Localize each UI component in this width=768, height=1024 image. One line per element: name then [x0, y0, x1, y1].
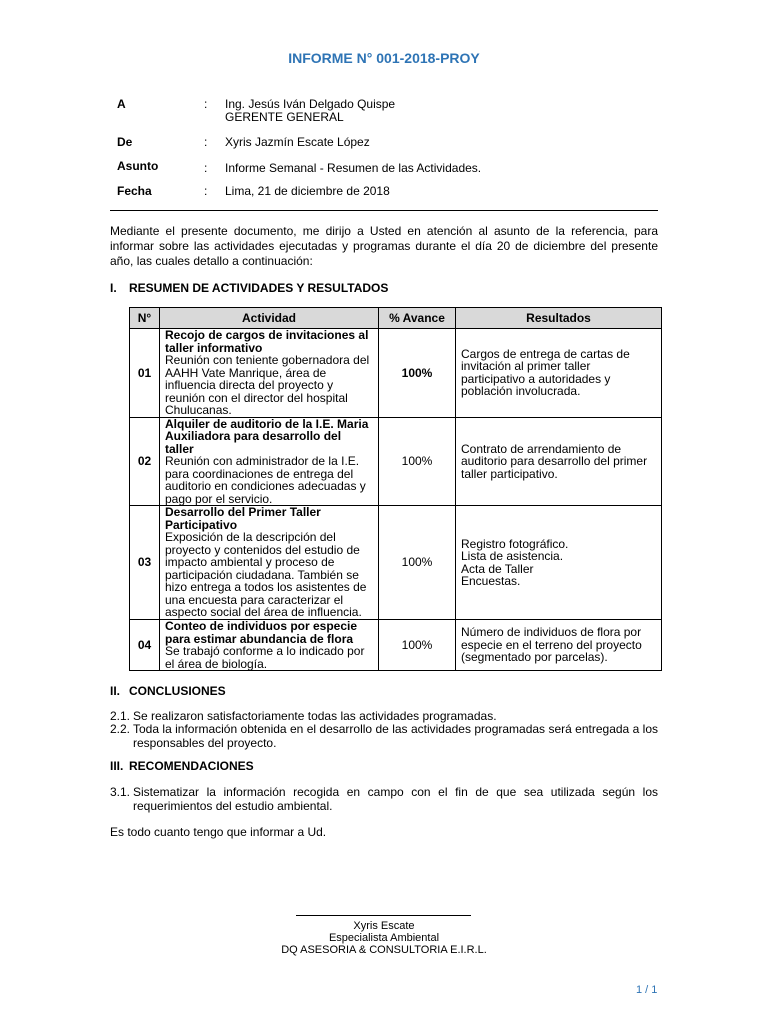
progress-value: 100% [379, 417, 456, 506]
section-number: I. [110, 281, 117, 295]
activity-cell [160, 506, 379, 620]
signer-name: Xyris Escate [353, 920, 415, 932]
from-value: Xyris Jazmín Escate López [225, 135, 370, 149]
section-title: CONCLUSIONES [129, 684, 226, 698]
subject-value: Informe Semanal - Resumen de las Actividades. [225, 161, 482, 175]
to-name: Ing. Jesús Iván Delgado Quispe [225, 97, 396, 111]
activity-title: Desarrollo del Primer Taller Participativo [165, 505, 321, 532]
header-divider [110, 210, 658, 211]
activity-description: Se trabajó conforme a lo indicado por el área de biología. [165, 644, 365, 671]
item-text: Se realizaron satisfactoriamente todas las actividades programadas. [133, 709, 497, 723]
to-colon: : [204, 97, 208, 111]
activity-title: Conteo de individuos por especie para estimar abundancia de flora [165, 619, 358, 646]
row-number: 03 [130, 506, 160, 620]
progress-value: 100% [379, 620, 456, 671]
activities-table [129, 307, 662, 671]
date-label: Fecha [117, 184, 152, 198]
section-heading-summary [110, 281, 388, 295]
item-text: Toda la información obtenida en el desarrollo de las actividades programadas será entregada a los responsables del proyecto. [133, 722, 658, 750]
row-number: 01 [130, 329, 160, 418]
document-title: INFORME N° 001-2018-PROY [288, 50, 480, 66]
to-title: GERENTE GENERAL [225, 110, 344, 124]
table-header-row [130, 308, 662, 329]
column-header-number: N° [130, 308, 160, 329]
section-number: III. [110, 759, 124, 773]
subject-label: Asunto [117, 159, 159, 173]
activity-title: Alquiler de auditorio de la I.E. Maria Auxiliadora para desarrollo del taller [165, 416, 369, 456]
from-colon: : [204, 135, 208, 149]
table-row [130, 620, 662, 671]
results-cell [456, 620, 662, 671]
signer-company: DQ ASESORIA & CONSULTORIA E.I.R.L. [281, 944, 487, 956]
result-item: Acta de Taller [461, 561, 534, 576]
result-item: Contrato de arrendamiento de auditorio para desarrollo del primer taller participativo. [461, 441, 648, 481]
item-number: 3.1. [110, 785, 131, 799]
to-label: A [117, 97, 126, 111]
result-item: Número de individuos de flora por especie en el terreno del proyecto (segmentado por parcelas). [461, 625, 642, 665]
progress-value: 100% [379, 329, 456, 418]
results-cell [456, 417, 662, 506]
section-heading-conclusions [110, 684, 226, 698]
column-header-progress: % Avance [379, 308, 456, 329]
recommendation-item [110, 785, 658, 813]
conclusion-item [110, 722, 658, 750]
conclusion-item [110, 709, 658, 723]
table-row [130, 506, 662, 620]
result-item: Registro fotográfico. [461, 536, 569, 551]
row-number: 02 [130, 417, 160, 506]
section-title: RESUMEN DE ACTIVIDADES Y RESULTADOS [129, 281, 389, 295]
table-row [130, 417, 662, 506]
closing-sentence: Es todo cuanto tengo que informar a Ud. [110, 825, 327, 839]
column-header-results: Resultados [456, 308, 662, 329]
result-item: Cargos de entrega de cartas de invitación al primer taller participativo a autoridades y población involucrada. [461, 346, 630, 399]
signer-role: Especialista Ambiental [328, 932, 440, 944]
activity-description: Exposición de la descripción del proyecto y contenidos del estudio de impacto ambiental y proceso de participación ciudadana. También se hizo entrega a todos los asistentes de una encuesta para caracterizar el aspecto social del área de influencia. [165, 530, 367, 620]
signature-line [296, 915, 471, 916]
date-colon: : [204, 184, 208, 198]
page-number: 1 / 1 [636, 984, 658, 996]
activity-description: Reunión con teniente gobernadora del AAHH Vate Manrique, área de influencia directa del proyecto y reunión con el director del hospital Chulucanas. [165, 353, 370, 417]
date-value: Lima, 21 de diciembre de 2018 [225, 184, 390, 198]
item-text: Sistematizar la información recogida en campo con el fin de que sea utilizada según los requerimientos del estudio ambiental. [133, 785, 658, 813]
activity-cell [160, 329, 379, 418]
table-row [130, 329, 662, 418]
item-number: 2.2. [110, 722, 131, 736]
activity-cell [160, 620, 379, 671]
section-title: RECOMENDACIONES [129, 759, 254, 773]
from-label: De [117, 135, 133, 149]
progress-value: 100% [379, 506, 456, 620]
intro-paragraph: Mediante el presente documento, me dirijo a Usted en atención al asunto de la referencia, para informar sobre las actividades ejecutadas y programas durante el día 20 de diciembre del presente año, las cuales detallo a continuación: [110, 224, 658, 268]
column-header-activity: Actividad [160, 308, 379, 329]
results-cell [456, 329, 662, 418]
item-number: 2.1. [110, 709, 131, 723]
results-cell [456, 506, 662, 620]
row-number: 04 [130, 620, 160, 671]
activity-cell [160, 417, 379, 506]
result-item: Lista de asistencia. [461, 549, 564, 563]
activity-title: Recojo de cargos de invitaciones al taller informativo [165, 328, 369, 355]
activity-description: Reunión con administrador de la I.E. para coordinaciones de entrega del auditorio en condiciones adecuadas y pago por el servicio. [165, 454, 366, 506]
section-heading-recommendations [110, 759, 254, 773]
result-item: Encuestas. [461, 574, 521, 588]
section-number: II. [110, 684, 121, 698]
subject-colon: : [204, 161, 208, 175]
